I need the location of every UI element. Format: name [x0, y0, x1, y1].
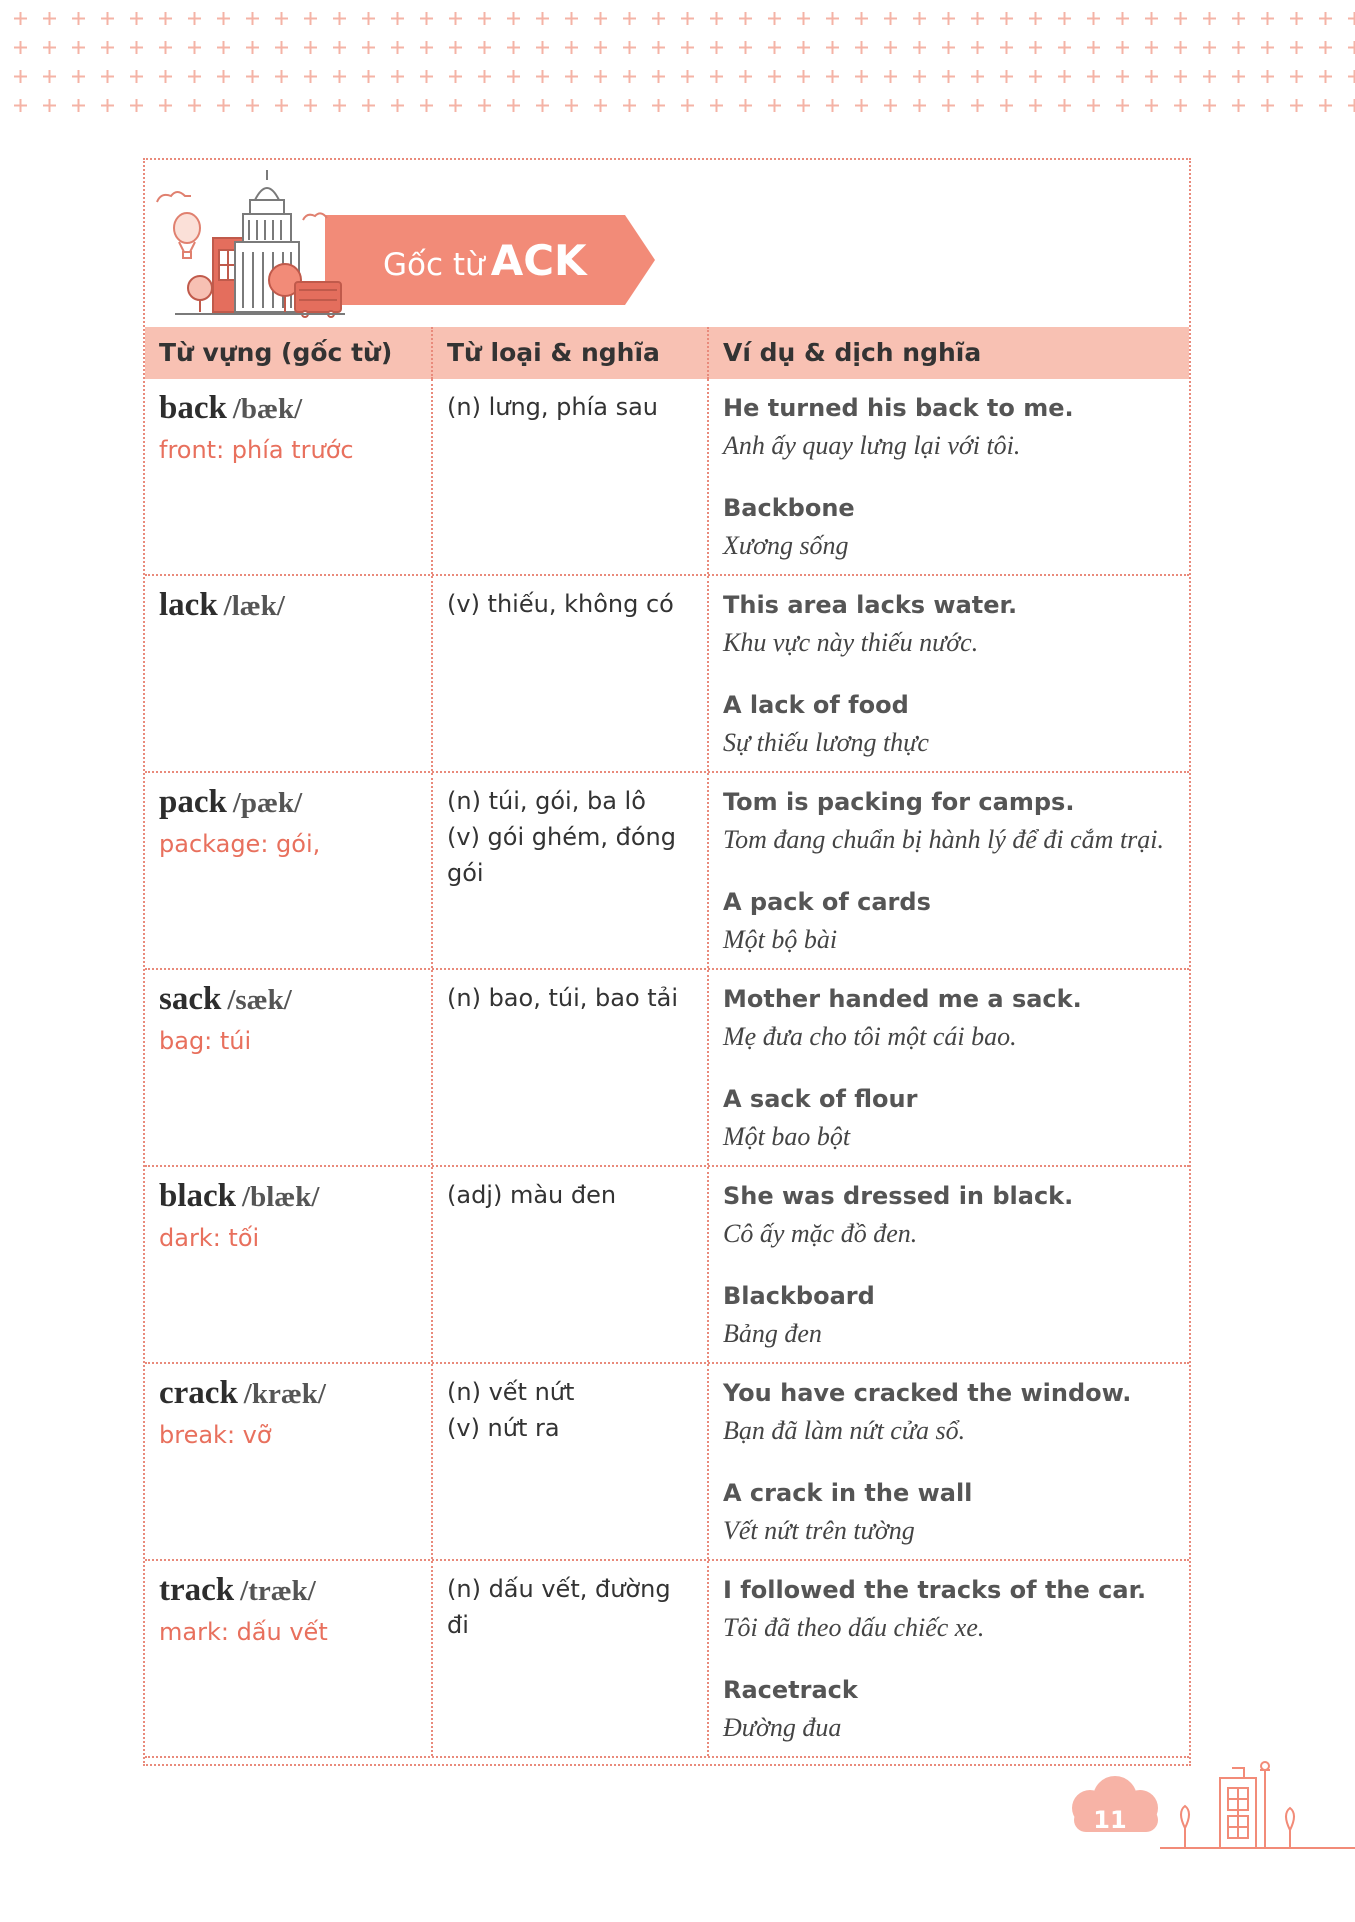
banner-root: ACK — [490, 236, 587, 285]
example-sentence: He turned his back to me. — [723, 394, 1074, 422]
banner-title — [383, 236, 587, 285]
phrase-translation: Sự thiếu lương thực — [723, 728, 929, 757]
example-cell — [709, 576, 1189, 771]
vocab-cell — [145, 576, 433, 771]
meaning: (n) vết nứt (v) nứt ra — [447, 1378, 575, 1442]
header-vocabulary: Từ vựng (gốc từ) — [145, 327, 433, 379]
phrase-translation: Đường đua — [723, 1713, 842, 1742]
street-lamp-icon — [1260, 1762, 1270, 1848]
table-row — [145, 1561, 1189, 1758]
meaning-cell — [433, 1167, 709, 1362]
example-phrase: Blackboard — [723, 1282, 875, 1310]
example-phrase: A crack in the wall — [723, 1479, 973, 1507]
example-cell — [709, 1561, 1189, 1756]
bus-icon — [295, 282, 341, 317]
word: lack — [159, 587, 218, 623]
phrase-translation: Một bộ bài — [723, 925, 838, 954]
word-line — [159, 389, 419, 433]
balloon-icon — [174, 213, 200, 258]
vocab-cell — [145, 773, 433, 968]
related-word: package: gói, — [159, 830, 321, 858]
example-phrase: A pack of cards — [723, 888, 931, 916]
example-phrase: A lack of food — [723, 691, 909, 719]
ipa: /kræk/ — [243, 1378, 326, 1410]
word: black — [159, 1178, 237, 1214]
example-sentence: This area lacks water. — [723, 591, 1018, 619]
example-cell — [709, 1364, 1189, 1559]
related-word: dark: tối — [159, 1224, 260, 1252]
example-phrase: Backbone — [723, 494, 855, 522]
phrase-translation: Xương sống — [723, 531, 849, 560]
meaning: (n) túi, gói, ba lô (v) gói ghém, đóng gói — [447, 787, 676, 887]
meaning-cell — [433, 1364, 709, 1559]
example-translation: Tôi đã theo dấu chiếc xe. — [723, 1613, 985, 1642]
table-header — [145, 327, 1189, 379]
phrase-translation: Bảng đen — [723, 1319, 822, 1348]
vocab-cell — [145, 1561, 433, 1756]
example-sentence: Mother handed me a sack. — [723, 985, 1082, 1013]
ipa: /træk/ — [240, 1575, 316, 1607]
meaning: (n) bao, túi, bao tải — [447, 984, 679, 1012]
phrase-translation: Một bao bột — [723, 1122, 851, 1151]
related-word: front: phía trước — [159, 436, 354, 464]
table-row — [145, 379, 1189, 576]
vocab-cell — [145, 1167, 433, 1362]
example-sentence: She was dressed in black. — [723, 1182, 1074, 1210]
example-translation: Tom đang chuẩn bị hành lý để đi cắm trại. — [723, 825, 1165, 854]
vocabulary-table — [145, 327, 1189, 1758]
page-number: 11 — [1093, 1806, 1127, 1834]
word: pack — [159, 784, 227, 820]
meaning: (n) dấu vết, đường đi — [447, 1575, 671, 1639]
word: crack — [159, 1375, 238, 1411]
ipa: /bæk/ — [232, 393, 303, 425]
example-translation: Mẹ đưa cho tôi một cái bao. — [723, 1022, 1017, 1051]
related-word: bag: túi — [159, 1027, 252, 1055]
example-sentence: You have cracked the window. — [723, 1379, 1132, 1407]
table-row — [145, 773, 1189, 970]
meaning-cell — [433, 576, 709, 771]
ipa: /læk/ — [223, 590, 285, 622]
meaning-cell — [433, 970, 709, 1165]
example-phrase: A sack of flour — [723, 1085, 918, 1113]
table-row — [145, 1364, 1189, 1561]
example-sentence: I followed the tracks of the car. — [723, 1576, 1147, 1604]
word-line — [159, 1571, 419, 1615]
example-cell — [709, 1167, 1189, 1362]
example-cell — [709, 773, 1189, 968]
example-phrase: Racetrack — [723, 1676, 858, 1704]
related-word: break: vỡ — [159, 1421, 272, 1449]
example-sentence: Tom is packing for camps. — [723, 788, 1075, 816]
plus-pattern-decoration — [0, 0, 1355, 125]
ipa: /blæk/ — [242, 1181, 320, 1213]
word: sack — [159, 981, 222, 1017]
vocab-cell — [145, 379, 433, 574]
banner-prefix: Gốc từ — [383, 247, 485, 283]
meaning-cell — [433, 1561, 709, 1756]
word-line — [159, 1177, 419, 1221]
word: back — [159, 390, 227, 426]
meaning-cell — [433, 773, 709, 968]
related-word: mark: dấu vết — [159, 1618, 328, 1646]
example-cell — [709, 970, 1189, 1165]
meaning: (adj) màu đen — [447, 1181, 617, 1209]
header-examples: Ví dụ & dịch nghĩa — [723, 338, 982, 367]
table-row — [145, 970, 1189, 1167]
word-line — [159, 783, 419, 827]
example-translation: Anh ấy quay lưng lại với tôi. — [723, 431, 1021, 460]
vocab-cell — [145, 1364, 433, 1559]
example-cell — [709, 379, 1189, 574]
table-row — [145, 576, 1189, 773]
word-line — [159, 1374, 419, 1418]
word: track — [159, 1572, 235, 1608]
example-translation: Bạn đã làm nứt cửa sổ. — [723, 1416, 966, 1445]
meaning-cell — [433, 379, 709, 574]
example-translation: Khu vực này thiếu nước. — [723, 628, 979, 657]
table-row — [145, 1167, 1189, 1364]
window-building-icon — [1220, 1768, 1256, 1848]
meaning: (n) lưng, phía sau — [447, 393, 659, 421]
ipa: /sæk/ — [227, 984, 292, 1016]
ipa: /pæk/ — [232, 787, 303, 819]
phrase-translation: Vết nứt trên tường — [723, 1516, 915, 1545]
example-translation: Cô ấy mặc đồ đen. — [723, 1219, 918, 1248]
meaning: (v) thiếu, không có — [447, 590, 674, 618]
vocab-cell — [145, 970, 433, 1165]
header-part-of-speech: Từ loại & nghĩa — [433, 327, 709, 379]
word-line — [159, 586, 419, 630]
word-line — [159, 980, 419, 1024]
